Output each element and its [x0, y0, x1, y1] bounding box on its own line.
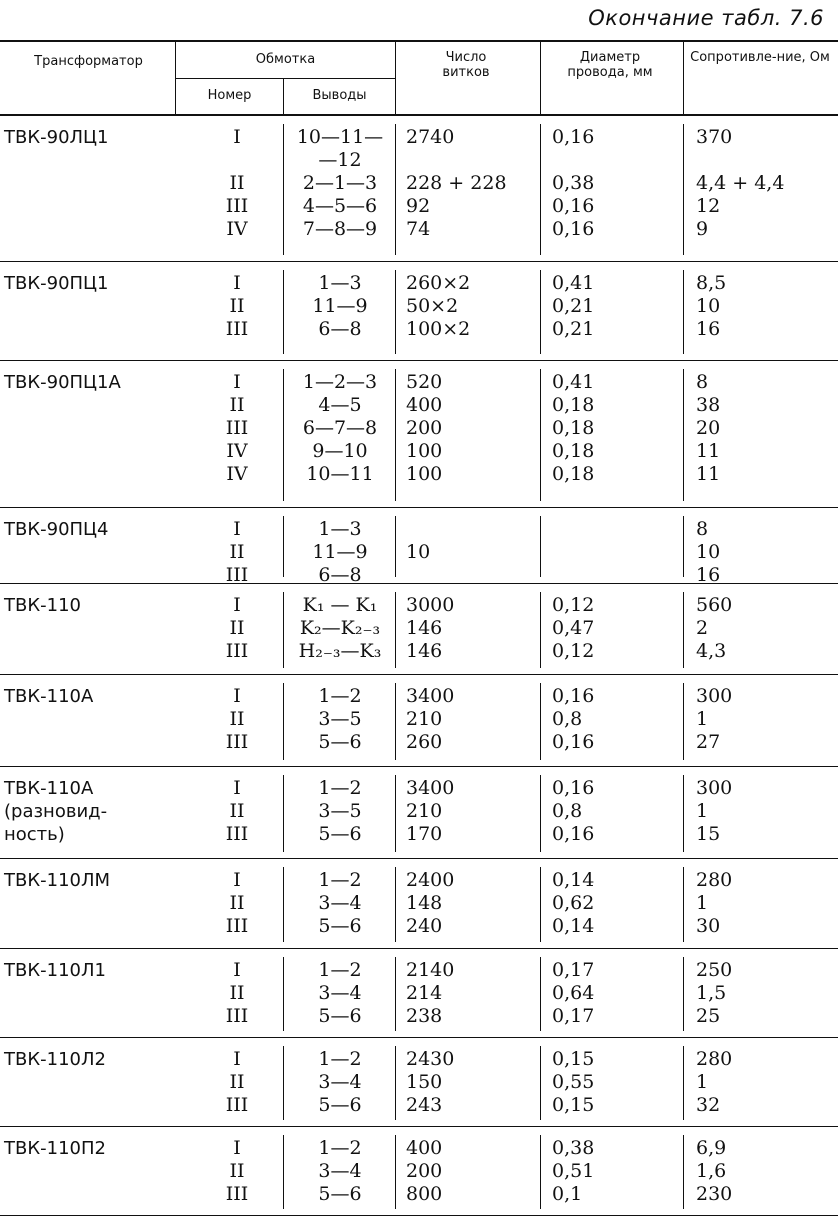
- winding-number: II: [229, 541, 245, 563]
- turns-count: 238: [406, 1005, 443, 1027]
- winding-leads: 3—5: [318, 800, 362, 822]
- wire-diameter: 0,16: [552, 685, 595, 707]
- winding-number: II: [229, 172, 245, 194]
- winding-leads: 11—9: [312, 541, 368, 563]
- winding-leads: 3—5: [318, 708, 362, 730]
- turns-count: 400: [406, 394, 443, 416]
- winding-leads: 7—8—9: [302, 218, 378, 240]
- resistance: 280: [696, 869, 733, 891]
- winding-leads: 5—6: [318, 823, 362, 845]
- resistance: 1,6: [696, 1160, 727, 1182]
- winding-number: III: [225, 915, 249, 937]
- transformer-name: ТВК-110Л2: [4, 1049, 106, 1070]
- transformer-group: [0, 949, 838, 1038]
- wire-diameter: 0,41: [552, 371, 595, 393]
- transformer-name: ТВК-110П2: [4, 1138, 106, 1159]
- wire-diameter: 0,62: [552, 892, 595, 914]
- resistance: 25: [696, 1005, 721, 1027]
- winding-leads: 10—11—: [296, 126, 384, 148]
- winding-number: III: [225, 1094, 249, 1116]
- winding-row: [0, 708, 838, 731]
- resistance: 560: [696, 594, 733, 616]
- transformer-group: [0, 584, 838, 675]
- resistance: 1: [696, 892, 709, 914]
- winding-leads: 1—2: [318, 869, 362, 891]
- winding-leads: 6—7—8: [302, 417, 378, 439]
- turns-count: 2400: [406, 869, 455, 891]
- winding-row: [0, 172, 838, 195]
- winding-row: [0, 1137, 838, 1160]
- winding-leads: 5—6: [318, 915, 362, 937]
- resistance: 12: [696, 195, 721, 217]
- wire-diameter: 0,15: [552, 1048, 595, 1070]
- wire-diameter: 0,21: [552, 295, 595, 317]
- winding-row: [0, 640, 838, 663]
- turns-count: 210: [406, 800, 443, 822]
- resistance: 10: [696, 541, 721, 563]
- resistance: 32: [696, 1094, 721, 1116]
- winding-number: III: [225, 640, 249, 662]
- winding-number: I: [233, 272, 241, 294]
- winding-row: [0, 731, 838, 754]
- winding-leads: 1—2: [318, 685, 362, 707]
- wire-diameter: 0,47: [552, 617, 595, 639]
- winding-number: I: [233, 685, 241, 707]
- winding-leads: 4—5—6: [302, 195, 378, 217]
- winding-leads: 6—8: [318, 318, 362, 340]
- resistance: 230: [696, 1183, 733, 1205]
- winding-leads: 3—4: [318, 1160, 362, 1182]
- resistance: 9: [696, 218, 709, 240]
- winding-row: [0, 777, 838, 800]
- resistance: 1: [696, 1071, 709, 1093]
- winding-leads: 3—4: [318, 892, 362, 914]
- turns-count: 50×2: [406, 295, 459, 317]
- winding-row: [0, 892, 838, 915]
- turns-count: 2740: [406, 126, 455, 148]
- wire-diameter: 0,1: [552, 1183, 583, 1205]
- winding-row: [0, 1048, 838, 1071]
- resistance: 6,9: [696, 1137, 727, 1159]
- winding-row: [0, 295, 838, 318]
- header-transformer: Трансформатор: [34, 54, 143, 69]
- winding-row: [0, 541, 838, 564]
- winding-number: III: [225, 195, 249, 217]
- winding-number: III: [225, 731, 249, 753]
- winding-number: II: [229, 800, 245, 822]
- winding-leads: 3—4: [318, 982, 362, 1004]
- turns-count: 240: [406, 915, 443, 937]
- resistance: 30: [696, 915, 721, 937]
- header-number: Номер: [207, 88, 252, 103]
- turns-count: 10: [406, 541, 431, 563]
- table-caption: Окончание табл. 7.6: [588, 6, 824, 30]
- resistance: 2: [696, 617, 709, 639]
- winding-row: [0, 1005, 838, 1028]
- turns-count: 3400: [406, 685, 455, 707]
- resistance: 27: [696, 731, 721, 753]
- winding-row: [0, 823, 838, 846]
- winding-number: I: [233, 594, 241, 616]
- winding-row: [0, 318, 838, 341]
- winding-row: [0, 417, 838, 440]
- winding-leads: 1—3: [318, 272, 362, 294]
- turns-count: 200: [406, 1160, 443, 1182]
- transformer-group: [0, 767, 838, 859]
- wire-diameter: 0,8: [552, 708, 583, 730]
- header-leads: Выводы: [312, 88, 367, 103]
- winding-number: II: [229, 1071, 245, 1093]
- resistance: 11: [696, 463, 721, 485]
- winding-leads: K₂—K₂₋₃: [299, 617, 381, 639]
- winding-row: [0, 685, 838, 708]
- turns-count: 260×2: [406, 272, 471, 294]
- winding-number: I: [233, 777, 241, 799]
- wire-diameter: 0,64: [552, 982, 595, 1004]
- winding-row: [0, 195, 838, 218]
- turns-count: 210: [406, 708, 443, 730]
- winding-row: [0, 959, 838, 982]
- winding-row: [0, 800, 838, 823]
- winding-number: III: [225, 318, 249, 340]
- transformer-name: ТВК-90ПЦ1А: [4, 372, 121, 393]
- resistance: 300: [696, 777, 733, 799]
- winding-number: I: [233, 1048, 241, 1070]
- winding-leads: —12: [318, 149, 362, 171]
- turns-count: 100×2: [406, 318, 471, 340]
- wire-diameter: 0,38: [552, 1137, 595, 1159]
- resistance: 1,5: [696, 982, 727, 1004]
- wire-diameter: 0,51: [552, 1160, 595, 1182]
- winding-row: [0, 371, 838, 394]
- winding-leads: 1—2: [318, 959, 362, 981]
- turns-count: 520: [406, 371, 443, 393]
- winding-number: III: [225, 564, 249, 586]
- resistance: 4,3: [696, 640, 727, 662]
- header-turns: Число витков: [442, 50, 490, 80]
- winding-row: [0, 617, 838, 640]
- winding-leads: 4—5: [318, 394, 362, 416]
- winding-row: [0, 869, 838, 892]
- wire-diameter: 0,14: [552, 869, 595, 891]
- winding-leads: 2—1—3: [302, 172, 378, 194]
- resistance: 8: [696, 518, 709, 540]
- wire-diameter: 0,41: [552, 272, 595, 294]
- transformer-name: ТВК-90ПЦ4: [4, 519, 109, 540]
- turns-count: 2140: [406, 959, 455, 981]
- winding-leads: 1—2: [318, 1137, 362, 1159]
- winding-number: I: [233, 518, 241, 540]
- winding-leads: 1—2: [318, 1048, 362, 1070]
- turns-count: 400: [406, 1137, 443, 1159]
- winding-leads: H₂₋₃—K₃: [298, 640, 382, 662]
- wire-diameter: 0,18: [552, 463, 595, 485]
- wire-diameter: 0,14: [552, 915, 595, 937]
- winding-leads: 5—6: [318, 1094, 362, 1116]
- resistance: 280: [696, 1048, 733, 1070]
- wire-diameter: 0,16: [552, 126, 595, 148]
- wire-diameter: 0,16: [552, 777, 595, 799]
- winding-number: II: [229, 982, 245, 1004]
- winding-leads: 5—6: [318, 1005, 362, 1027]
- transformer-table: [0, 40, 838, 1216]
- winding-row: [0, 915, 838, 938]
- wire-diameter: 0,12: [552, 640, 595, 662]
- wire-diameter: 0,12: [552, 594, 595, 616]
- table-body: [0, 116, 838, 1216]
- winding-row: [0, 1183, 838, 1206]
- turns-count: 100: [406, 440, 443, 462]
- turns-count: 228 + 228: [406, 172, 507, 194]
- turns-count: 150: [406, 1071, 443, 1093]
- winding-row: [0, 394, 838, 417]
- turns-count: 2430: [406, 1048, 455, 1070]
- transformer-group: [0, 361, 838, 508]
- resistance: 8: [696, 371, 709, 393]
- transformer-group: [0, 116, 838, 262]
- winding-row: [0, 1160, 838, 1183]
- turns-count: 260: [406, 731, 443, 753]
- resistance: 10: [696, 295, 721, 317]
- resistance: 16: [696, 318, 721, 340]
- resistance: 300: [696, 685, 733, 707]
- winding-row: [0, 272, 838, 295]
- turns-count: 148: [406, 892, 443, 914]
- turns-count: 3000: [406, 594, 455, 616]
- wire-diameter: 0,15: [552, 1094, 595, 1116]
- winding-row: [0, 1094, 838, 1117]
- transformer-name: ТВК-90ЛЦ1: [4, 127, 109, 148]
- resistance: 1: [696, 708, 709, 730]
- winding-row: [0, 440, 838, 463]
- wire-diameter: 0,18: [552, 440, 595, 462]
- resistance: 38: [696, 394, 721, 416]
- turns-count: 243: [406, 1094, 443, 1116]
- turns-count: 170: [406, 823, 443, 845]
- wire-diameter: 0,16: [552, 731, 595, 753]
- winding-number: III: [225, 1183, 249, 1205]
- transformer-group: [0, 1127, 838, 1216]
- transformer-name: ТВК-110Л1: [4, 960, 106, 981]
- winding-number: II: [229, 892, 245, 914]
- winding-row: [0, 149, 838, 172]
- transformer-group: [0, 262, 838, 361]
- winding-leads: 3—4: [318, 1071, 362, 1093]
- header-winding: Обмотка: [255, 52, 316, 67]
- header-resistance: Сопротивле-ние, Ом: [690, 50, 830, 65]
- resistance: 8,5: [696, 272, 727, 294]
- winding-number: I: [233, 869, 241, 891]
- winding-leads: 1—2: [318, 777, 362, 799]
- winding-row: [0, 218, 838, 241]
- winding-leads: 5—6: [318, 1183, 362, 1205]
- wire-diameter: 0,38: [552, 172, 595, 194]
- transformer-name: ТВК-110А: [4, 686, 94, 707]
- turns-count: 3400: [406, 777, 455, 799]
- turns-count: 100: [406, 463, 443, 485]
- transformer-group: [0, 1038, 838, 1127]
- resistance: 20: [696, 417, 721, 439]
- winding-row: [0, 126, 838, 149]
- winding-number: II: [229, 295, 245, 317]
- resistance: 11: [696, 440, 721, 462]
- resistance: 4,4 + 4,4: [696, 172, 785, 194]
- turns-count: 800: [406, 1183, 443, 1205]
- transformer-group: [0, 859, 838, 949]
- winding-number: II: [229, 394, 245, 416]
- resistance: 250: [696, 959, 733, 981]
- turns-count: 146: [406, 640, 443, 662]
- winding-leads: K₁ — K₁: [302, 594, 378, 616]
- resistance: 15: [696, 823, 721, 845]
- winding-leads: 11—9: [312, 295, 368, 317]
- winding-number: I: [233, 371, 241, 393]
- turns-count: 146: [406, 617, 443, 639]
- table-header: [0, 40, 838, 116]
- winding-number: II: [229, 708, 245, 730]
- transformer-group: [0, 675, 838, 767]
- transformer-name: ТВК-110: [4, 595, 81, 616]
- transformer-name: ТВК-110ЛМ: [4, 870, 111, 891]
- winding-number: III: [225, 823, 249, 845]
- wire-diameter: 0,17: [552, 959, 595, 981]
- turns-count: 214: [406, 982, 443, 1004]
- resistance: 370: [696, 126, 733, 148]
- turns-count: 200: [406, 417, 443, 439]
- wire-diameter: 0,18: [552, 394, 595, 416]
- header-diameter: Диаметр провода, мм: [567, 50, 653, 80]
- turns-count: 92: [406, 195, 431, 217]
- winding-number: II: [229, 1160, 245, 1182]
- winding-number: I: [233, 959, 241, 981]
- winding-number: II: [229, 617, 245, 639]
- winding-number: I: [233, 1137, 241, 1159]
- winding-leads: 1—3: [318, 518, 362, 540]
- transformer-name: ТВК-90ПЦ1: [4, 273, 109, 294]
- winding-number: III: [225, 1005, 249, 1027]
- winding-number: IV: [226, 440, 248, 462]
- wire-diameter: 0,55: [552, 1071, 595, 1093]
- wire-diameter: 0,18: [552, 417, 595, 439]
- resistance: 16: [696, 564, 721, 586]
- turns-count: 74: [406, 218, 431, 240]
- winding-leads: 10—11: [306, 463, 374, 485]
- winding-leads: 1—2—3: [302, 371, 378, 393]
- wire-diameter: 0,21: [552, 318, 595, 340]
- winding-number: IV: [226, 218, 248, 240]
- winding-leads: 5—6: [318, 731, 362, 753]
- winding-number: III: [225, 417, 249, 439]
- winding-leads: 6—8: [318, 564, 362, 586]
- winding-number: IV: [226, 463, 248, 485]
- resistance: 1: [696, 800, 709, 822]
- wire-diameter: 0,16: [552, 195, 595, 217]
- wire-diameter: 0,17: [552, 1005, 595, 1027]
- transformer-name: ТВК-110А (разновид-ность): [4, 778, 108, 845]
- wire-diameter: 0,8: [552, 800, 583, 822]
- wire-diameter: 0,16: [552, 823, 595, 845]
- winding-row: [0, 463, 838, 486]
- winding-number: I: [233, 126, 241, 148]
- transformer-group: [0, 508, 838, 584]
- winding-row: [0, 982, 838, 1005]
- winding-row: [0, 594, 838, 617]
- winding-row: [0, 1071, 838, 1094]
- winding-row: [0, 518, 838, 541]
- wire-diameter: 0,16: [552, 218, 595, 240]
- winding-leads: 9—10: [312, 440, 368, 462]
